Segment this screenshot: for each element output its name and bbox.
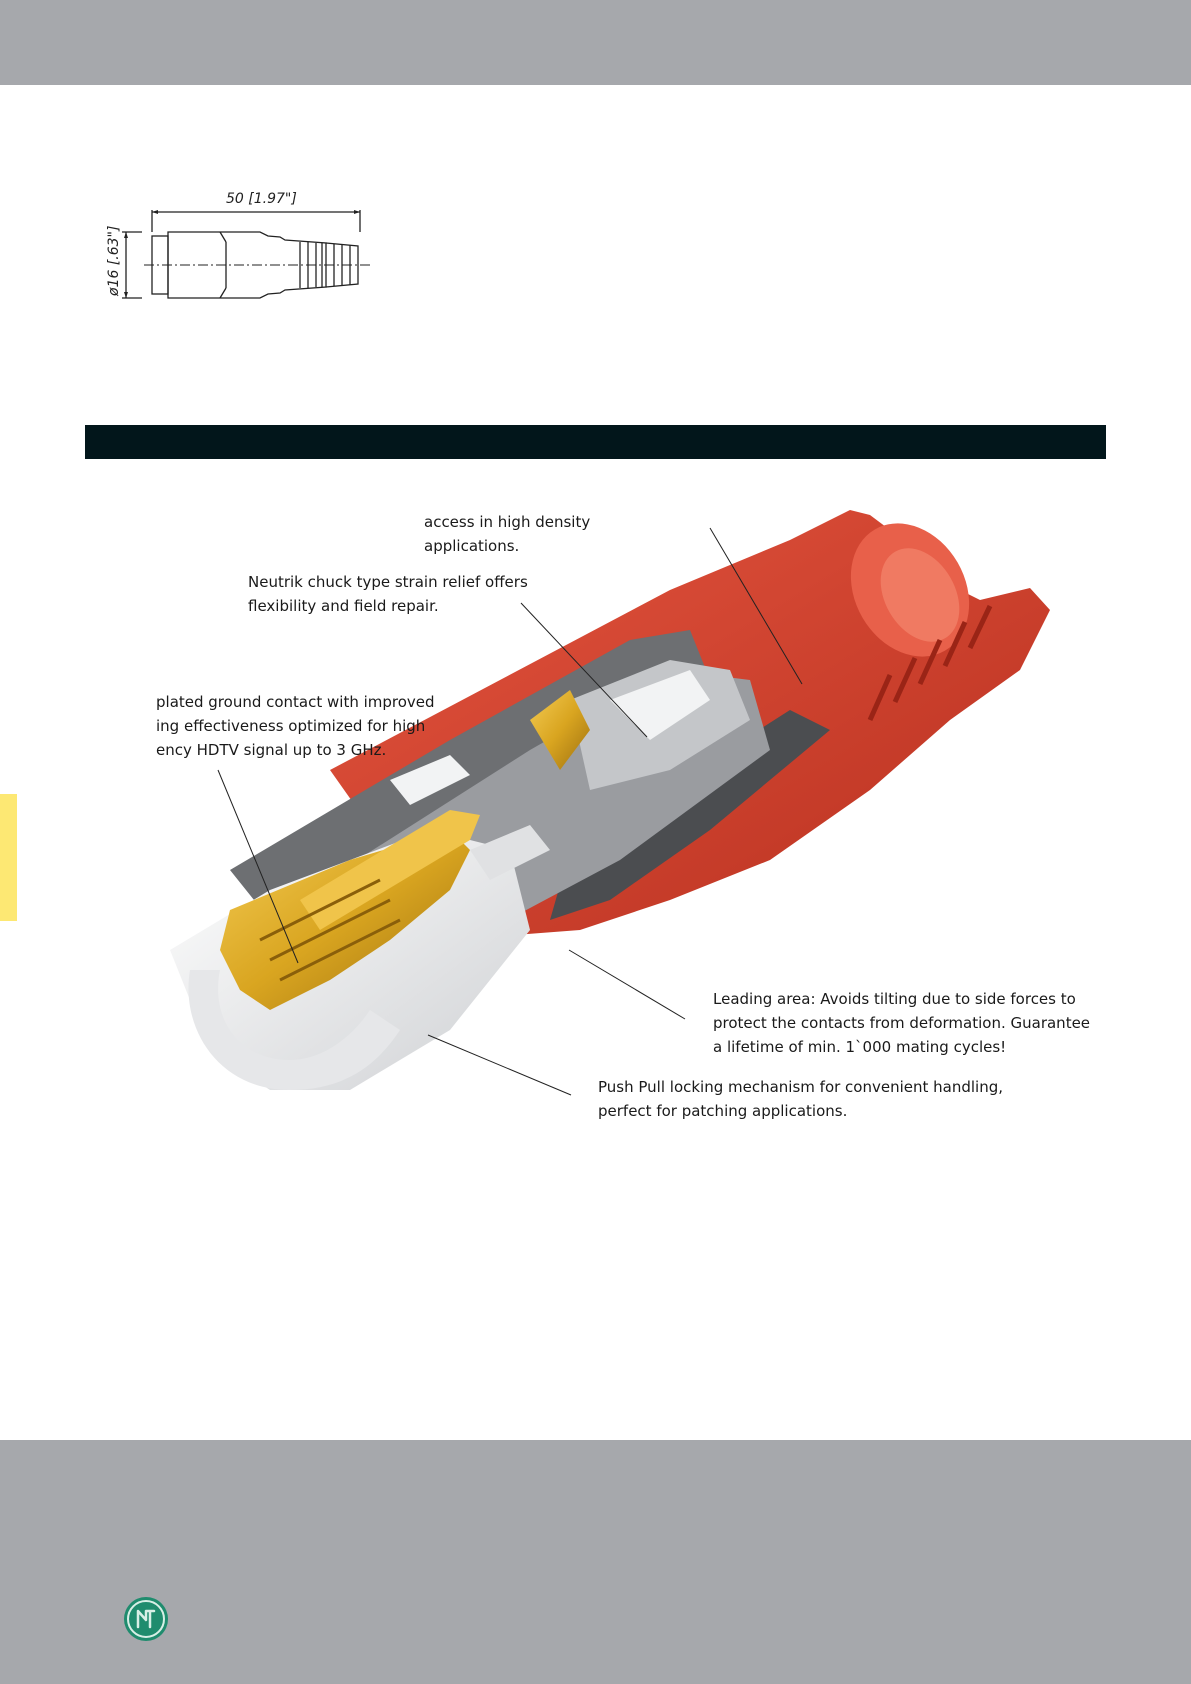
neutrik-logo-icon bbox=[123, 1596, 169, 1642]
callout-ground-line3: ency HDTV signal up to 3 GHz. bbox=[156, 741, 387, 759]
callout-ground-contact bbox=[156, 690, 436, 766]
callout-strain-relief-line1: Neutrik chuck type strain relief offers bbox=[248, 573, 528, 591]
callout-strain-relief-line2: flexibility and field repair. bbox=[248, 597, 439, 615]
callout-density-text: access in high density applications. bbox=[424, 513, 591, 555]
diameter-dimension-label: ø16 [.63"] bbox=[106, 225, 122, 296]
callout-leading-line3: a lifetime of min. 1`000 mating cycles! bbox=[713, 1038, 1007, 1056]
width-dimension-label: 50 [1.97"] bbox=[226, 191, 297, 207]
callout-push-pull bbox=[598, 1075, 1003, 1123]
callout-push-pull-line2: perfect for patching applications. bbox=[598, 1102, 848, 1120]
callout-strain-relief bbox=[248, 570, 528, 618]
callout-leading-area bbox=[713, 987, 1091, 1063]
header-band bbox=[0, 0, 1191, 85]
callout-ground-line1: plated ground contact with improved bbox=[156, 693, 435, 711]
side-index-tab bbox=[0, 794, 17, 921]
footer-band bbox=[0, 1440, 1191, 1684]
callout-push-pull-line1: Push Pull locking mechanism for convenient handling, bbox=[598, 1078, 1004, 1096]
section-header-bar bbox=[85, 425, 1106, 459]
callout-leading-line2: protect the contacts from deformation. Guarantee bbox=[713, 1014, 1091, 1032]
callout-ground-line2: ing effectiveness optimized for high bbox=[156, 717, 426, 735]
callout-leading-line1: Leading area: Avoids tilting due to side forces to bbox=[713, 990, 1076, 1008]
callout-density-partial bbox=[424, 513, 684, 555]
